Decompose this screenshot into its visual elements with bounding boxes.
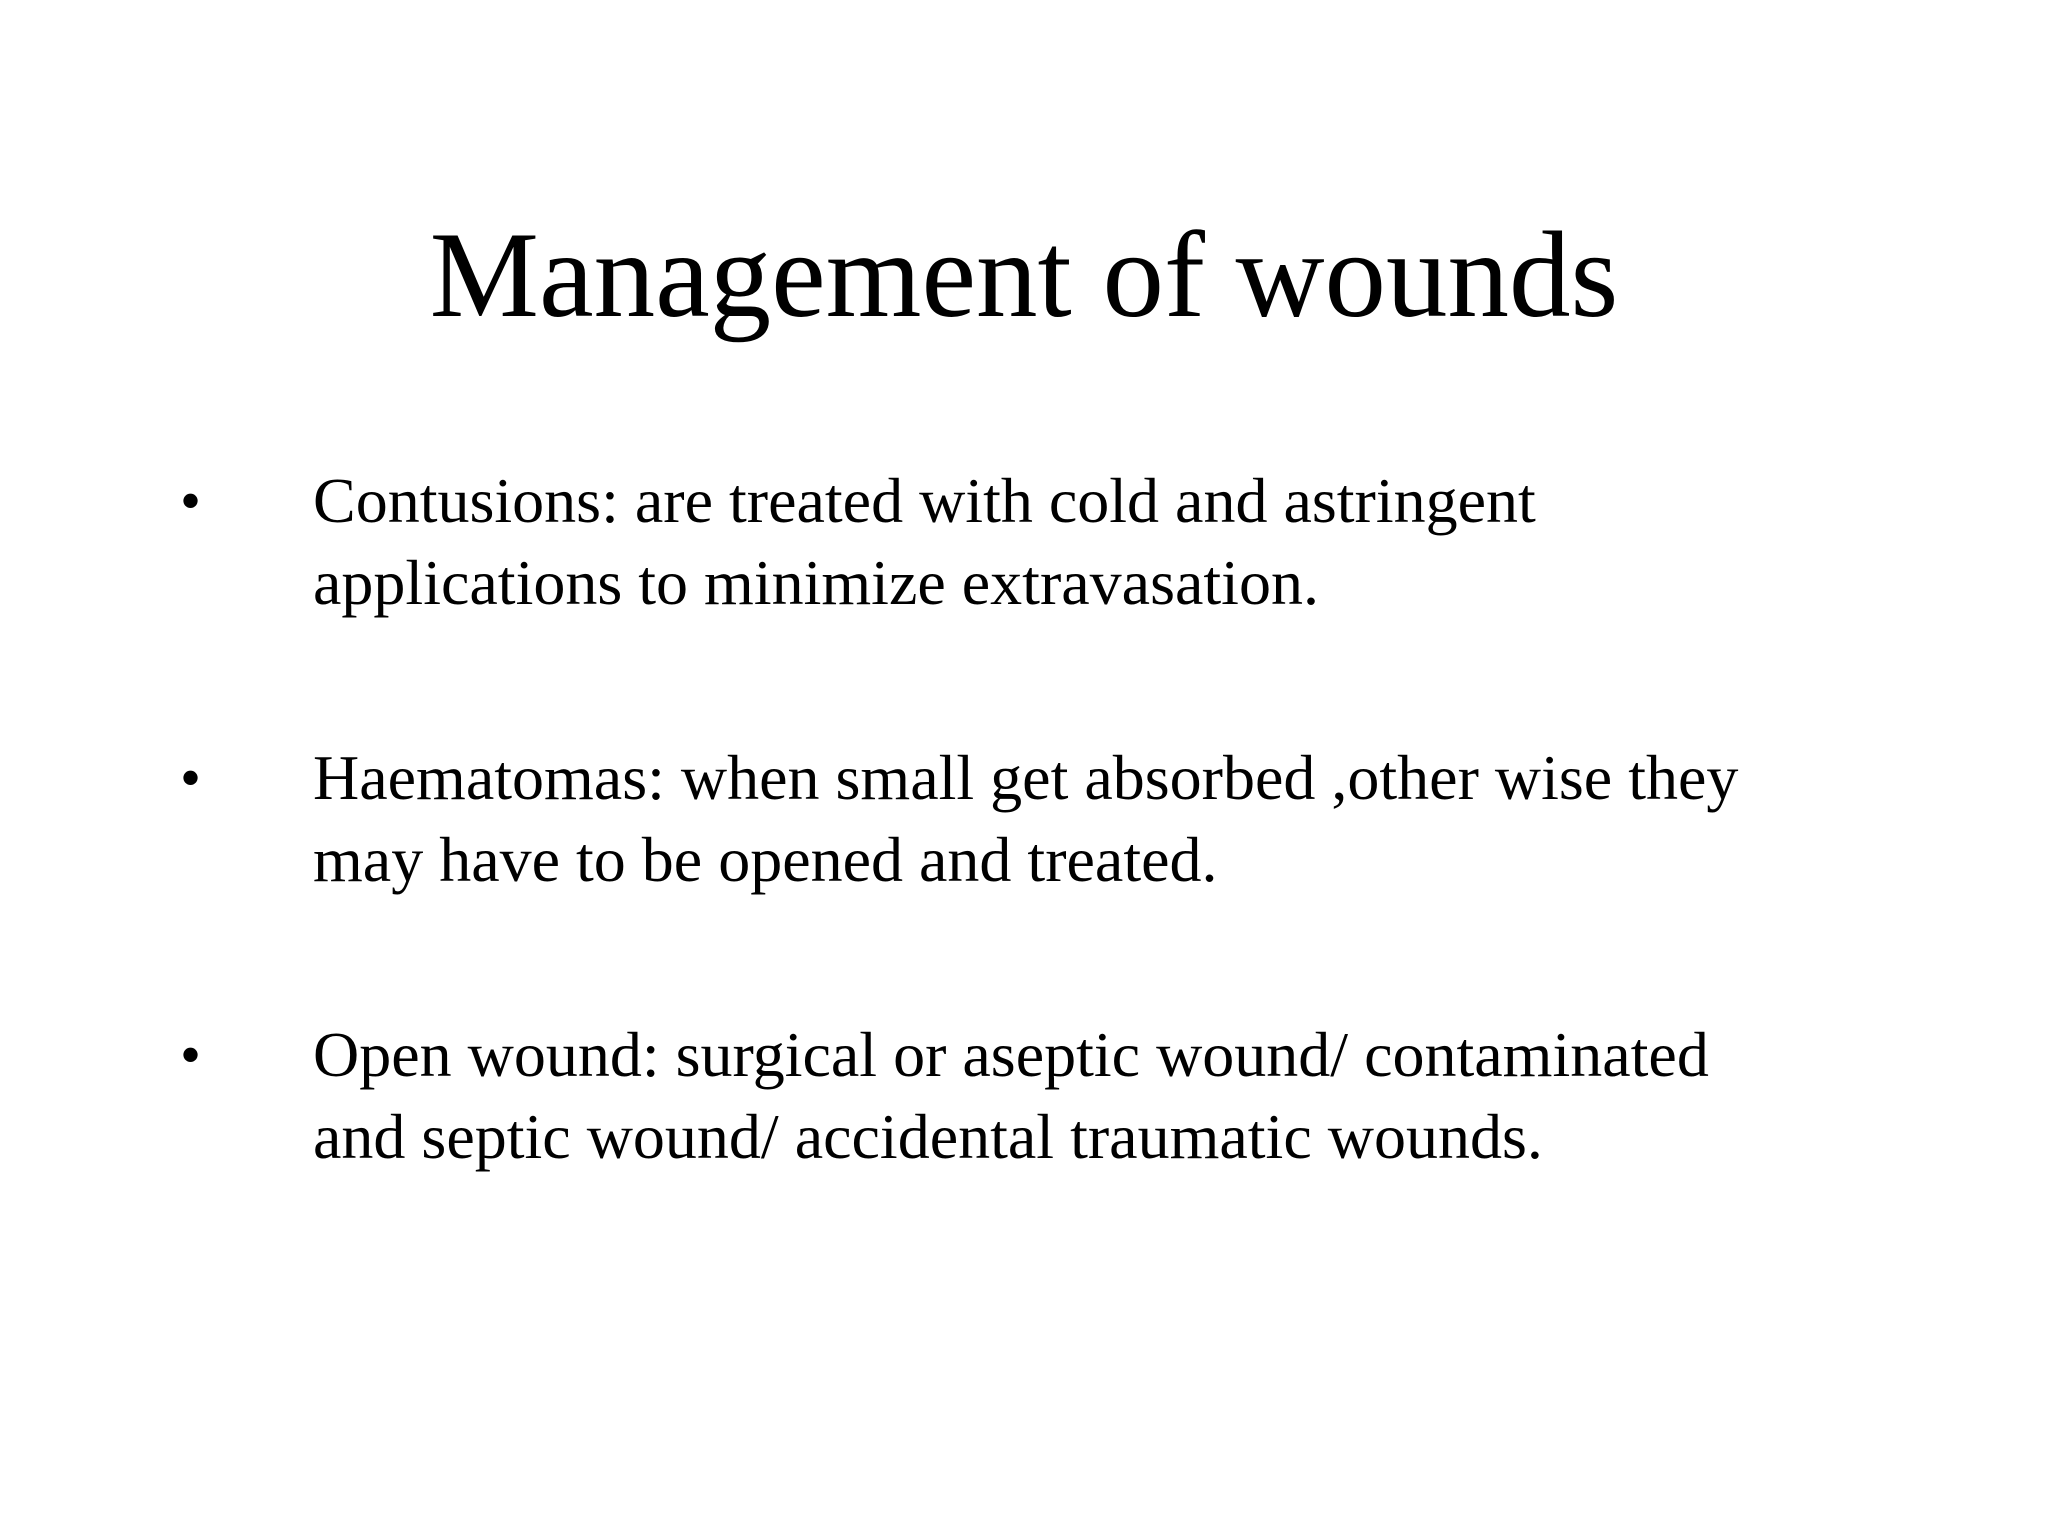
bullet-line: applications to minimize extravasation. xyxy=(313,547,1319,618)
bullet-line: Haematomas: when small get absorbed ,other wise they xyxy=(313,742,1739,813)
bullet-line: Contusions: are treated with cold and astringent xyxy=(313,465,1536,536)
bullet-icon: • xyxy=(180,1022,202,1088)
bullet-line: and septic wound/ accidental traumatic wounds. xyxy=(313,1101,1543,1172)
bullet-icon: • xyxy=(180,745,202,811)
bullet-text xyxy=(313,460,1933,624)
bullet-icon: • xyxy=(180,468,202,534)
bullet-line: may have to be opened and treated. xyxy=(313,824,1218,895)
slide-title: Management of wounds xyxy=(429,206,1619,343)
bullet-text xyxy=(313,1014,1933,1178)
bullet-text xyxy=(313,737,1933,901)
bullet-line: Open wound: surgical or aseptic wound/ contaminated xyxy=(313,1019,1709,1090)
